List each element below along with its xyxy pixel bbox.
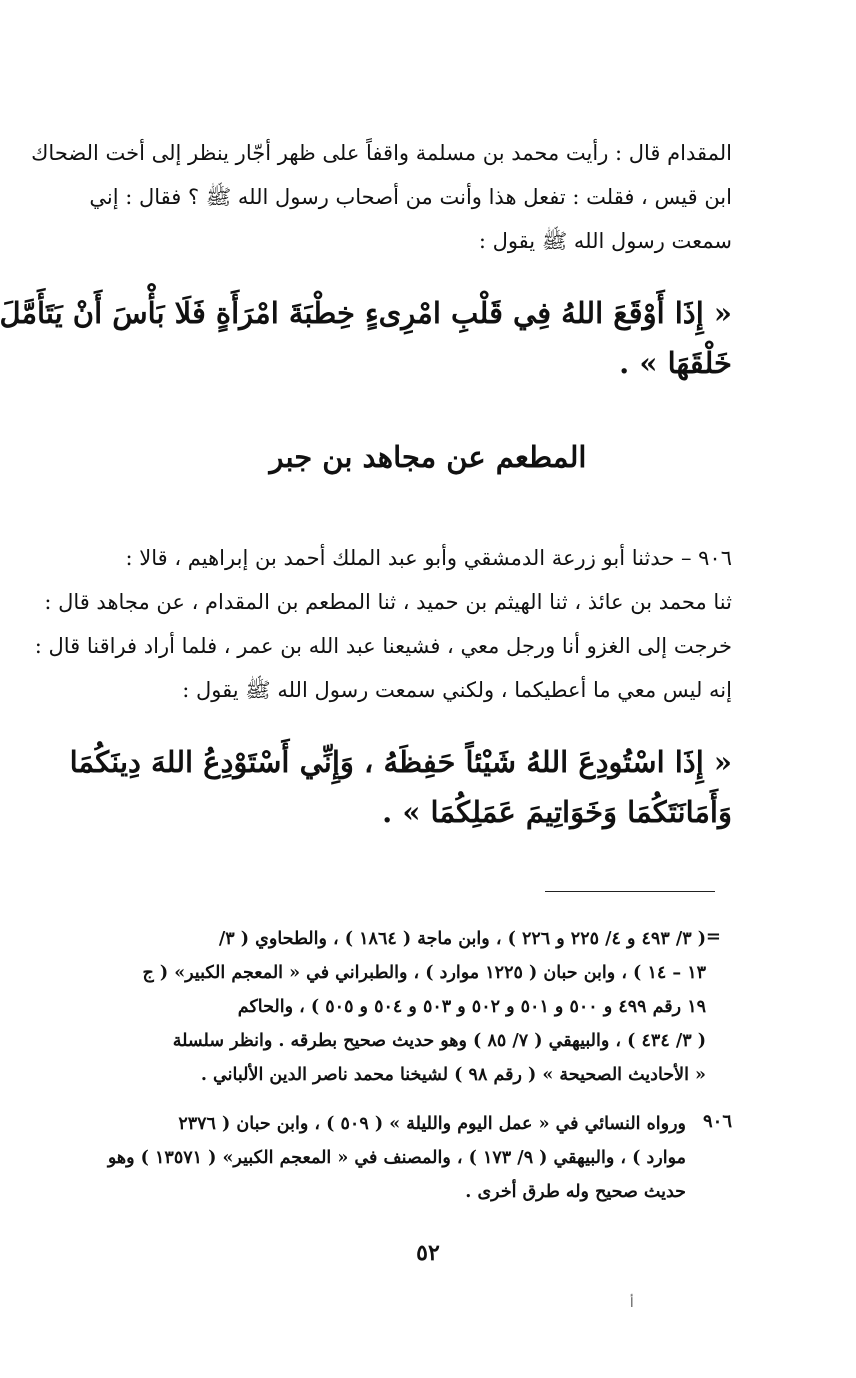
- narration-paragraph-1: [32, 131, 732, 263]
- footnote-line: ( ٣/ ٤٣٤ ) ، والبيهقي ( ٧/ ٨٥ ) وهو حديث صحيح بطرقه . وانظر سلسلة: [172, 1031, 706, 1051]
- footnote-line: موارد ) ، والبيهقي ( ٩/ ١٧٣ ) ، والمصنف في « المعجم الكبير» ( ١٣٥٧١ ) وهو: [107, 1148, 686, 1168]
- hadith-line: خَلْقَهَا » .: [619, 346, 732, 380]
- footnote-separator: [545, 891, 715, 892]
- text-line: إنه ليس معي ما أعطيكما ، ولكني سمعت رسول الله ﷺ يقول :: [182, 678, 732, 702]
- hadith-text-1: [0, 288, 732, 388]
- narration-paragraph-2: [32, 536, 732, 712]
- text-line: سمعت رسول الله ﷺ يقول :: [478, 229, 732, 253]
- hadith-line: « إِذَا اسْتُودِعَ اللهُ شَيْئاً حَفِظَهُ ، وَإِنِّي أَسْتَوْدِعُ اللهَ دِينَكُمَا: [69, 745, 732, 779]
- footnote-line: حديث صحيح وله طرق أخرى .: [465, 1182, 686, 1202]
- text-line: ابن قيس ، فقلت : تفعل هذا وأنت من أصحاب رسول الله ﷺ ؟ فقال : إني: [89, 185, 732, 209]
- hadith-line: « إِذَا أَوْقَعَ اللهُ فِي قَلْبِ امْرِىءٍ خِطْبَةَ امْرَأَةٍ فَلَا بَأْسَ أَنْ يَتَأَمَّلَ: [0, 296, 732, 330]
- stray-scan-mark: أ: [630, 1296, 634, 1311]
- footnote-line: ( ٣/ ٤٩٣ و ٤/ ٢٢٥ و ٢٢٦ ) ، وابن ماجة ( ١٨٦٤ ) ، والطحاوي ( ٣/: [218, 929, 706, 949]
- page-number: ٥٢: [416, 1240, 440, 1266]
- footnote-line: « الأحاديث الصحيحة » ( رقم ٩٨ ) لشيخنا محمد ناصر الدين الألباني .: [200, 1065, 706, 1085]
- footnote-line: ١٣ – ١٤ ) ، وابن حبان ( ١٢٢٥ موارد ) ، والطبراني في « المعجم الكبير» ( ج: [142, 963, 706, 983]
- text-line: خرجت إلى الغزو أنا ورجل معي ، فشيعنا عبد الله بن عمر ، فلما أراد فراقنا قال :: [34, 634, 732, 658]
- footnote-continuation: [106, 922, 706, 1092]
- footnote-line: ١٩ رقم ٤٩٩ و ٥٠٠ و ٥٠١ و ٥٠٢ و ٥٠٣ و ٥٠٤ و ٥٠٥ ) ، والحاكم: [237, 997, 706, 1017]
- hadith-line: وَأَمَانَتَكُمَا وَخَوَاتِيمَ عَمَلِكُمَا » .: [382, 795, 732, 829]
- hadith-text-2: [32, 737, 732, 837]
- footnote-marker-continuation: =: [705, 926, 721, 947]
- text-line: ثنا محمد بن عائذ ، ثنا الهيثم بن حميد ، ثنا المطعم بن المقدام ، عن مجاهد قال :: [44, 590, 732, 614]
- text-line: المقدام قال : رأيت محمد بن مسلمة واقفاً على ظهر أجّار ينظر إلى أخت الضحاك: [31, 141, 732, 165]
- section-heading: المطعم عن مجاهد بن جبر: [269, 440, 587, 474]
- footnote-906: [107, 1107, 686, 1209]
- footnote-marker-906: ٩٠٦: [702, 1111, 732, 1132]
- text-line: ٩٠٦ – حدثنا أبو زرعة الدمشقي وأبو عبد الملك أحمد بن إبراهيم ، قالا :: [125, 546, 732, 570]
- footnote-line: ورواه النسائي في « عمل اليوم والليلة » ( ٥٠٩ ) ، وابن حبان ( ٢٣٧٦: [178, 1114, 686, 1134]
